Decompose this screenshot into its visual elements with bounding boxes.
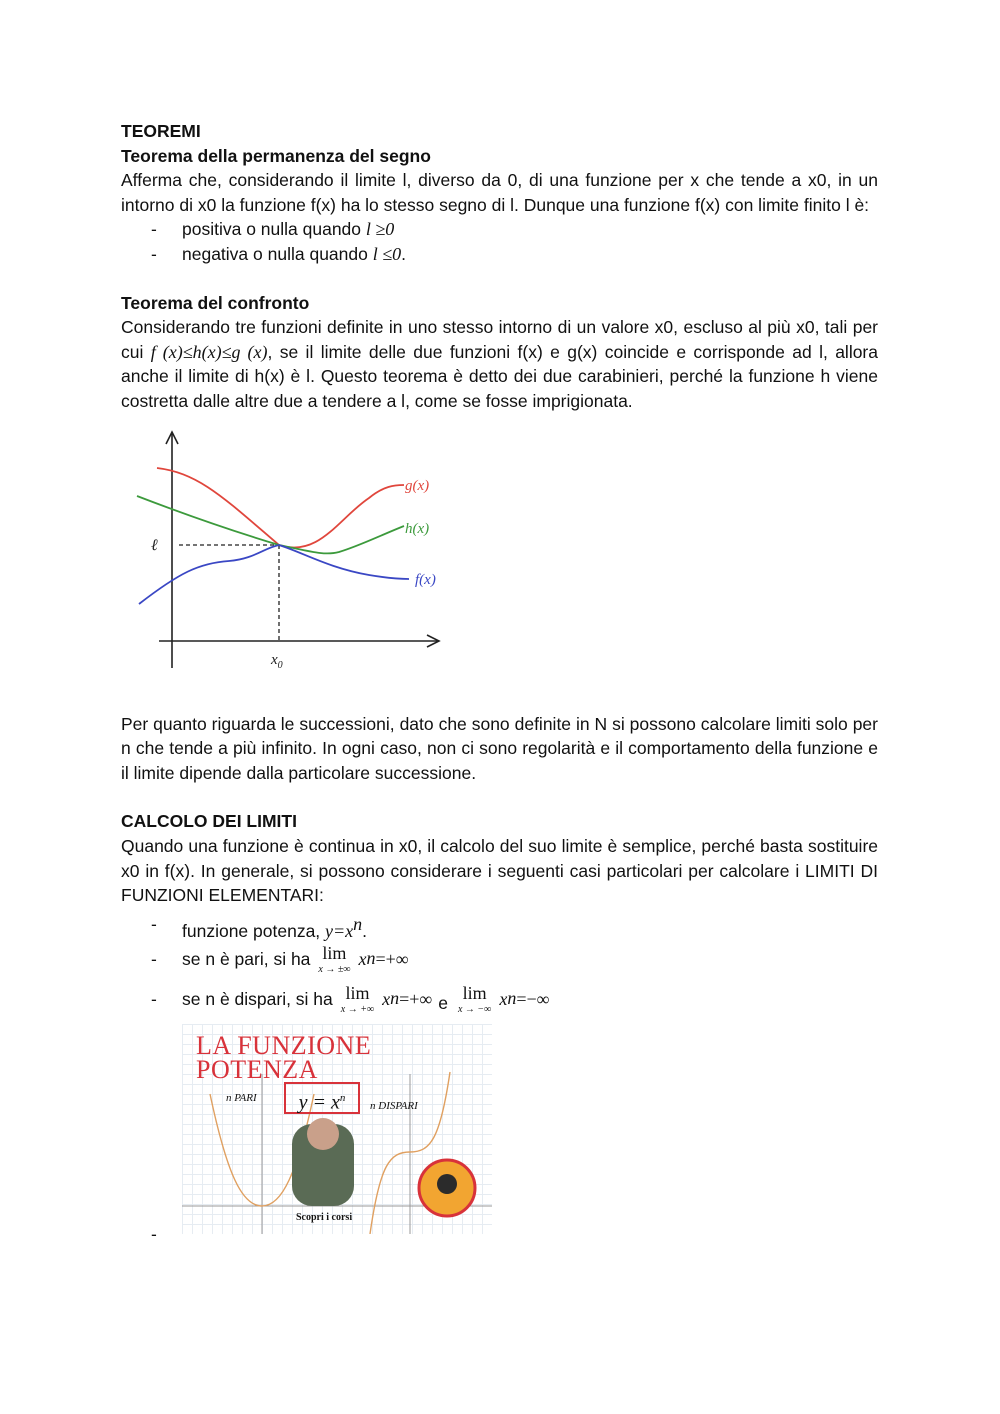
paragraph-successioni: Per quanto riguarda le successioni, dato che sono definite in N si possono calcolare limiti solo per n che tende a più infinito. In ogni caso, non ci sono regolarità e il comportamento della funzione e il limite dipende dalla particolare successione. <box>121 713 878 783</box>
empty-list-item <box>121 1234 878 1248</box>
poster-formula: $y = x^n$ <box>284 1082 360 1114</box>
squeeze-theorem-figure <box>129 428 459 678</box>
f-curve <box>139 545 409 604</box>
heading-confronto: Teorema del confronto <box>121 292 310 313</box>
list-limiti <box>121 908 878 1020</box>
math-inline: l ≥0 <box>365 219 395 240</box>
presenter-head <box>307 1118 339 1150</box>
poster-n-pari: n PARI <box>226 1091 257 1104</box>
list-item: - funzione potenza, $y=x^n$. <box>121 908 878 940</box>
math-inline: l ≤0 <box>372 243 402 264</box>
limit-expression: lim x → ±∞ <box>318 943 351 976</box>
heading-permanenza-segno: Teorema della permanenza del segno <box>121 145 431 166</box>
l-label: ℓ <box>151 536 158 554</box>
limit-expression: lim x → +∞ <box>340 983 375 1016</box>
math-inline: f (x)≤h(x)≤g (x) <box>150 341 268 362</box>
paragraph-permanenza: Afferma che, considerando il limite l, diverso da 0, di una funzione per x che tende a x0, in un intorno di x0 la funzione f(x) ha lo stesso segno di l. Dunque una funzione f(x) con limite finito l è: <box>121 170 878 215</box>
badge-face-icon <box>437 1174 457 1194</box>
list-item: - se n è pari, si ha lim x → ±∞ x n =+∞ <box>121 940 878 980</box>
list-item: - negativa o nulla quando l ≤0. <box>121 242 878 267</box>
h-label: h(x) <box>405 520 430 537</box>
paragraph-confronto: Considerando tre funzioni definite in uno stesso intorno di un valore x0, escluso al più x0, tali per cui f (x)≤h(x)≤g (x), se il limite delle due funzioni f(x) e g(x) coincide e corrisponde ad l, allora anche il limite di h(x) è l. Questo teorema è detto dei due carabinieri, perché la funzione h viene costretta dalle altre due a tendere a l, come se fosse imprigionata. <box>121 317 878 411</box>
poster-title: LA FUNZIONE POTENZA <box>196 1030 372 1085</box>
g-label: g(x) <box>405 477 430 494</box>
poster-n-dispari: n DISPARI <box>370 1099 418 1112</box>
list-item: - positiva o nulla quando l ≥0 <box>121 217 878 242</box>
poster-scopri-corsi: Scopri i corsi <box>296 1211 353 1223</box>
heading-teoremi: TEOREMI <box>121 121 201 141</box>
list-segno <box>121 217 878 266</box>
power-function-poster <box>182 1024 492 1234</box>
g-curve <box>157 468 404 548</box>
document-page <box>121 119 878 1248</box>
f-label: f(x) <box>415 571 436 588</box>
limit-expression: lim x → −∞ <box>457 983 492 1016</box>
list-item: - se n è dispari, si ha lim x → +∞ x n =+∞ e lim x → −∞ x n =−∞ <box>121 980 878 1020</box>
paragraph-calcolo: Quando una funzione è continua in x0, il calcolo del suo limite è semplice, perché basta sostituire x0 in f(x). In generale, si possono considerare i seguenti casi particolari per calcolare i LIMITI DI FUNZIONI ELEMENTARI: <box>121 835 878 906</box>
x0-label: $x_0$ <box>271 651 283 671</box>
heading-calcolo-limiti: CALCOLO DEI LIMITI <box>121 811 297 832</box>
